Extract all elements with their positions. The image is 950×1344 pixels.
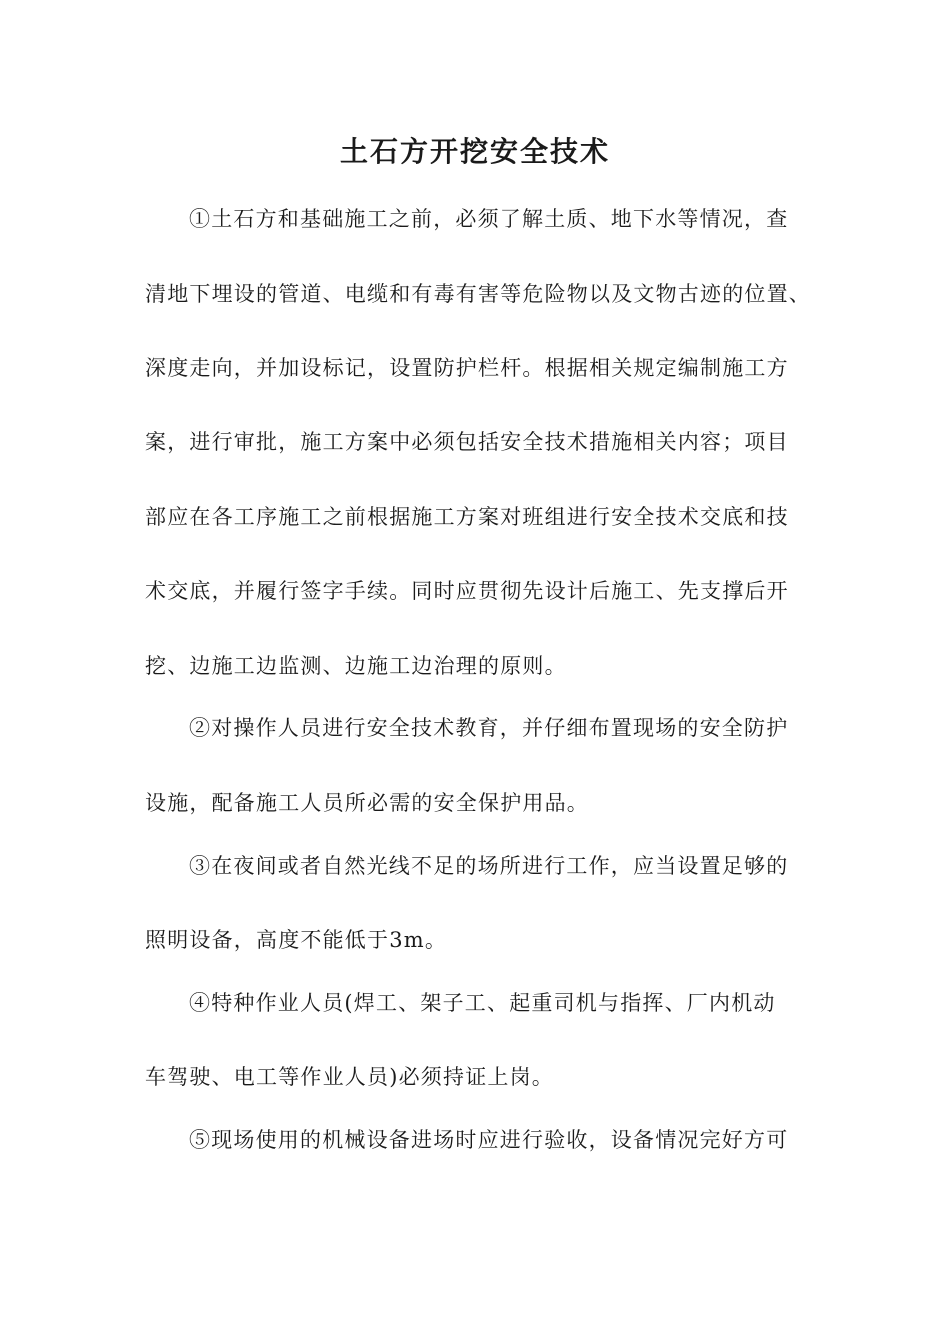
- paragraph-1-line-3: 深度走向，并加设标记，设置防护栏杆。根据相关规定编制施工方: [145, 356, 789, 380]
- paragraph-4-line-1: ④特种作业人员(焊工、架子工、起重司机与指挥、厂内机动: [189, 991, 776, 1015]
- paragraph-1-line-4: 案，进行审批，施工方案中必须包括安全技术措施相关内容；项目: [145, 430, 789, 454]
- page-title: 土石方开挖安全技术: [339, 135, 610, 168]
- paragraph-3-line-1: ③在夜间或者自然光线不足的场所进行工作，应当设置足够的: [189, 854, 789, 878]
- paragraph-5-line-1: ⑤现场使用的机械设备进场时应进行验收，设备情况完好方可: [189, 1128, 789, 1152]
- paragraph-1-line-7: 挖、边施工边监测、边施工边治理的原则。: [145, 654, 567, 678]
- paragraph-4-line-2: 车驾驶、电工等作业人员)必须持证上岗。: [145, 1065, 554, 1089]
- paragraph-2-line-2: 设施，配备施工人员所必需的安全保护用品。: [145, 791, 589, 815]
- paragraph-2-line-1: ②对操作人员进行安全技术教育，并仔细布置现场的安全防护: [189, 716, 789, 740]
- paragraph-3-line-2: 照明设备，高度不能低于3m。: [145, 928, 448, 952]
- paragraph-1-line-6: 术交底，并履行签字手续。同时应贯彻先设计后施工、先支撑后开: [145, 579, 789, 603]
- paragraph-1-line-1: ①土石方和基础施工之前，必须了解土质、地下水等情况，查: [189, 207, 789, 231]
- paragraph-1-line-2: 清地下埋设的管道、电缆和有毒有害等危险物以及文物古迹的位置、: [145, 282, 811, 306]
- paragraph-1-line-5: 部应在各工序施工之前根据施工方案对班组进行安全技术交底和技: [145, 505, 789, 529]
